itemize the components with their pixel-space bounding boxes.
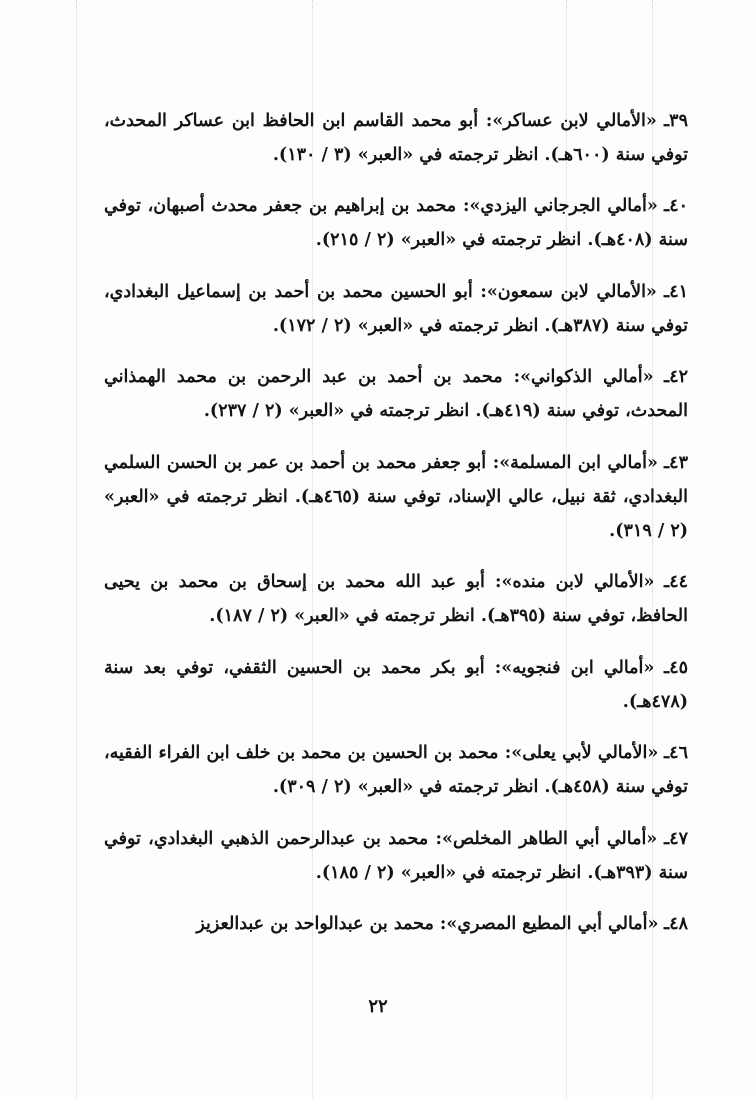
entry-text: : أبو عبد الله محمد بن إسحاق بن محمد بن يحيى الحافظ، توفي سنة (٣٩٥هـ). انظر ترجمته في «العبر» (٢ / ١٨٧). (104, 572, 688, 626)
entry-title: «الأمالي لابن سمعون» (486, 281, 657, 302)
entry-48 (104, 907, 688, 941)
entry-44 (104, 565, 688, 633)
entry-number: ٤٤ـ (664, 572, 688, 592)
entry-title: «أمالي الجرجاني اليزدي» (469, 196, 658, 216)
entry-text: : محمد بن أحمد بن عبد الرحمن بن محمد الهمذاني المحدث، توفي سنة (٤١٩هـ). انظر ترجمته في «العبر» (٢ / ٢٣٧). (104, 367, 688, 421)
entry-title: «أمالي الذكواني» (520, 367, 654, 387)
entries-list (104, 86, 688, 952)
entry-number: ٤٥ـ (664, 657, 688, 678)
entry-number: ٤٢ـ (664, 367, 688, 387)
entry-text: : أبو الحسين محمد بن أحمد بن إسماعيل البغدادي، توفي سنة (٣٨٧هـ). انظر ترجمته في «العبر» (٢ / ١٧٢). (104, 281, 688, 336)
entry-45 (104, 651, 688, 719)
column-guide (76, 0, 77, 1098)
entry-title: «الأمالي لابن منده» (501, 572, 655, 592)
entry-number: ٣٩ـ (664, 110, 688, 131)
entry-39 (104, 104, 688, 172)
entry-text: : أبو محمد القاسم ابن الحافظ ابن عساكر المحدث، توفي سنة (٦٠٠هـ). انظر ترجمته في «العبر» (٣ / ١٣٠). (104, 110, 688, 165)
entry-number: ٤٠ـ (664, 196, 688, 216)
entry-title: «أمالي أبي الطاهر المخلص» (442, 828, 658, 849)
page-number: ٢٢ (368, 996, 388, 1017)
entry-text: : محمد بن الحسين بن محمد بن خلف ابن الفراء الفقيه، توفي سنة (٤٥٨هـ). انظر ترجمته في «العبر» (٢ / ٣٠٩). (104, 743, 688, 797)
entry-number: ٤١ـ (664, 281, 688, 302)
entry-number: ٤٦ـ (664, 743, 688, 763)
entry-40 (104, 189, 688, 257)
entry-number: ٤٨ـ (664, 914, 688, 934)
entry-title: «أمالي أبي المطيع المصري» (446, 914, 659, 934)
entry-47 (104, 822, 688, 890)
entry-number: ٤٣ـ (664, 452, 688, 473)
entry-number: ٤٧ـ (664, 828, 688, 849)
entry-title: «الأمالي لأبي يعلى» (511, 743, 659, 763)
entry-title: «الأمالي لابن عساكر» (492, 110, 657, 131)
entry-text: : محمد بن عبدالواحد بن عبدالعزيز (196, 914, 447, 934)
entry-42 (104, 360, 688, 428)
entry-41 (104, 275, 688, 343)
entry-46 (104, 736, 688, 804)
entry-43 (104, 446, 688, 548)
entry-text: : محمد بن عبدالرحمن الذهبي البغدادي، توفي سنة (٣٩٣هـ). انظر ترجمته في «العبر» (٢ / ١٨٥). (104, 828, 688, 883)
entry-text: : أبو جعفر محمد بن أحمد بن عمر بن الحسن السلمي البغدادي، ثقة نبيل، عالي الإسناد، توفي سنة (٤٦٥هـ). انظر ترجمته في «العبر» (٢ / ٣١٩). (104, 452, 688, 541)
entry-title: «أمالي ابن فنجويه» (501, 657, 655, 678)
entry-text: : محمد بن إبراهيم بن جعفر محدث أصبهان، توفي سنة (٤٠٨هـ). انظر ترجمته في «العبر» (٢ / ٢١٥). (104, 196, 688, 250)
entry-text: : أبو بكر محمد بن الحسين الثقفي، توفي بعد سنة (٤٧٨هـ). (104, 657, 688, 712)
entry-title: «أمالي ابن المسلمة» (499, 452, 658, 473)
